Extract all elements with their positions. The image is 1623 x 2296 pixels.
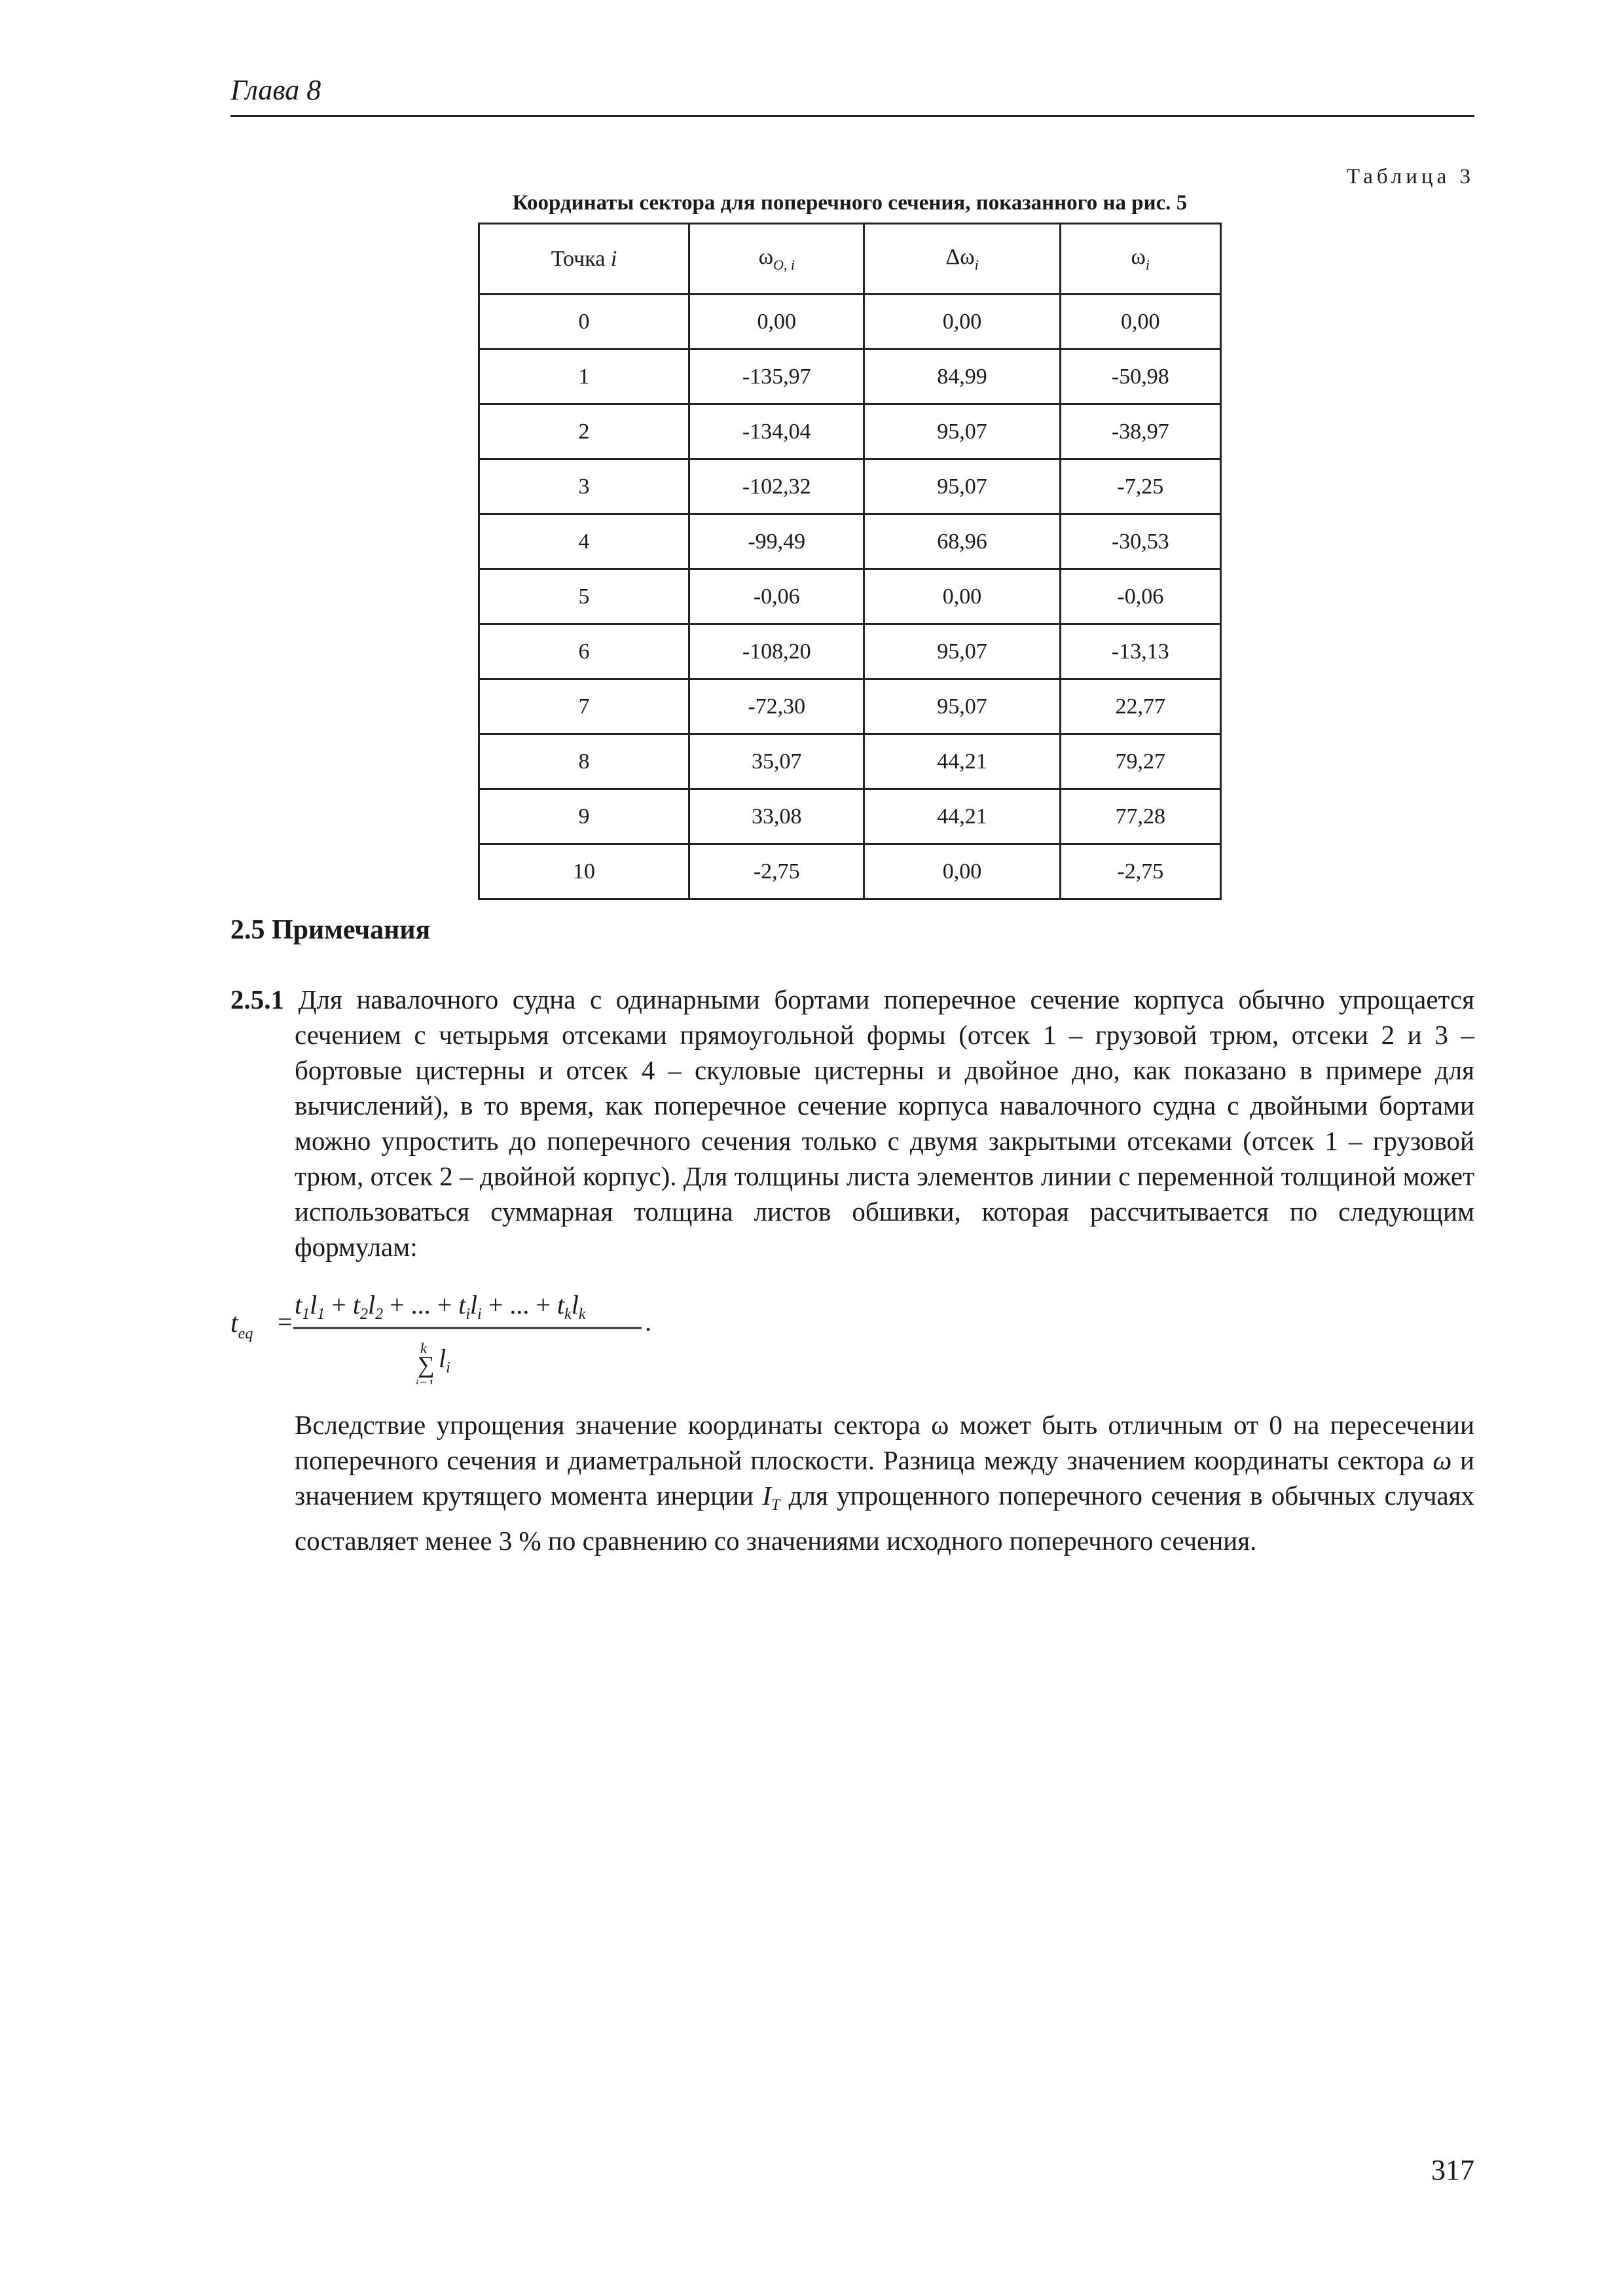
page-number: 317 — [1431, 2154, 1474, 2186]
table-row — [479, 350, 1221, 404]
table-cell: 0,00 — [864, 295, 1060, 350]
paragraph-simplification — [295, 1407, 1474, 1558]
table-cell: -2,75 — [1060, 844, 1220, 899]
table-body — [479, 295, 1221, 899]
formula-sum-lower: i=1 — [415, 1377, 435, 1384]
table-cell: 95,07 — [864, 679, 1060, 734]
table-cell: -13,13 — [1060, 624, 1220, 679]
paragraph-2-5-1 — [230, 982, 1474, 1265]
torsion-symbol-sub: T — [771, 1497, 780, 1514]
table-cell: 0,00 — [864, 569, 1060, 624]
table-cell: 1 — [479, 350, 689, 404]
column-header-delta-omega: $\Delta\omega_i$ — [864, 224, 1060, 295]
table-cell: -134,04 — [689, 404, 864, 459]
formula-numerator: $t_1l_1 + t_2l_2$ + ... + $t_il_i$ + ... + $t_kl_k$ — [295, 1290, 586, 1323]
table-cell: 0,00 — [689, 295, 864, 350]
table-cell: -99,49 — [689, 514, 864, 569]
section-heading: 2.5 Примечания — [230, 915, 431, 945]
table-cell: 77,28 — [1060, 789, 1220, 844]
table-cell: -102,32 — [689, 459, 864, 514]
table-cell: 9 — [479, 789, 689, 844]
formula-equals: = — [278, 1307, 293, 1336]
paragraph-text: Для навалочного судна с одинарными бортами поперечное сечение корпуса обычно упрощается сечением с четырьмя отсеками прямоугольной формы (отсек 1 – грузовой трюм, отсеки 2 и 3 – бортовые цистерны и отсек 4 – скуловые цистерны и двойное дно, как показано в примере для вычислений), в то время, как поперечное сечение корпуса навалочного судна с двойными бортами можно упростить до поперечного сечения только с двумя закрытыми отсеками (отсек 1 – грузовой трюм, отсек 2 – двойной корпус). Для толщины листа элементов линии с переменной толщиной может использоваться суммарная толщина листов обшивки, которая рассчитывается по следующим формулам: — [284, 984, 1474, 1262]
table-cell: 84,99 — [864, 350, 1060, 404]
table-row — [479, 679, 1221, 734]
table-cell: 44,21 — [864, 789, 1060, 844]
torsion-symbol: I — [762, 1480, 771, 1511]
table-cell: 0,00 — [1060, 295, 1220, 350]
table-cell: 10 — [479, 844, 689, 899]
table-row — [479, 624, 1221, 679]
column-header-point: Точка i — [479, 224, 689, 295]
column-header-omega0: $\omega_{O, i}$ — [689, 224, 864, 295]
table-cell: -0,06 — [689, 569, 864, 624]
table-cell: 0,00 — [864, 844, 1060, 899]
table-cell: 3 — [479, 459, 689, 514]
table-cell: -38,97 — [1060, 404, 1220, 459]
table-caption: Координаты сектора для поперечного сечения, показанного на рис. 5 — [512, 191, 1188, 215]
table-row — [479, 404, 1221, 459]
table-row — [479, 459, 1221, 514]
table-cell: 8 — [479, 734, 689, 789]
table-cell: -7,25 — [1060, 459, 1220, 514]
table-row — [479, 514, 1221, 569]
table-cell: -30,53 — [1060, 514, 1220, 569]
table-cell: 95,07 — [864, 624, 1060, 679]
table-cell: 5 — [479, 569, 689, 624]
header-rule — [230, 115, 1474, 117]
table-cell: 22,77 — [1060, 679, 1220, 734]
table-cell: 44,21 — [864, 734, 1060, 789]
table-cell: 0 — [479, 295, 689, 350]
table-cell: -108,20 — [689, 624, 864, 679]
column-header-omega: $\omega_i$ — [1060, 224, 1220, 295]
table-cell: -0,06 — [1060, 569, 1220, 624]
formula-dot: . — [645, 1307, 651, 1336]
formula-lhs: $t_{eq}$ — [230, 1308, 253, 1342]
table-cell: 6 — [479, 624, 689, 679]
table-row — [479, 734, 1221, 789]
paragraph-text-3: для упрощенного поперечного сечения в обычных случаях составляет менее 3 % по сравнению со значениями исходного поперечного сечения. — [295, 1480, 1474, 1556]
table-row — [479, 844, 1221, 899]
running-header: Глава 8 — [230, 74, 321, 106]
table-cell: -135,97 — [689, 350, 864, 404]
table-cell: -50,98 — [1060, 350, 1220, 404]
coordinates-table — [478, 223, 1222, 900]
omega-symbol: ω — [1432, 1445, 1452, 1475]
paragraph-text-2: и значением крутящего момента инерции — [295, 1445, 1474, 1511]
table-row — [479, 295, 1221, 350]
paragraph-number: 2.5.1 — [230, 984, 284, 1014]
table-cell: 7 — [479, 679, 689, 734]
table-row — [479, 569, 1221, 624]
table-label: Таблица 3 — [1346, 165, 1474, 188]
table-cell: 79,27 — [1060, 734, 1220, 789]
table-row — [479, 789, 1221, 844]
formula-denominator: $l_i$ — [439, 1344, 450, 1376]
table-cell: -2,75 — [689, 844, 864, 899]
table-cell: 33,08 — [689, 789, 864, 844]
formula-sum-symbol: ∑ — [418, 1352, 435, 1378]
table-cell: 4 — [479, 514, 689, 569]
table-cell: 35,07 — [689, 734, 864, 789]
table-cell: 95,07 — [864, 404, 1060, 459]
paragraph-text-1: Вследствие упрощения значение координаты сектора ω может быть отличным от 0 на пересечении поперечного сечения и диаметральной плоскости. Разница между значением координаты сектора — [295, 1410, 1474, 1475]
table-cell: 2 — [479, 404, 689, 459]
formula-sum-upper: k — [420, 1340, 427, 1356]
formula-t-eq — [230, 1280, 689, 1384]
table-cell: 95,07 — [864, 459, 1060, 514]
table-cell: -72,30 — [689, 679, 864, 734]
table-header-row — [479, 224, 1221, 295]
formula-svg — [230, 1280, 689, 1384]
table-cell: 68,96 — [864, 514, 1060, 569]
